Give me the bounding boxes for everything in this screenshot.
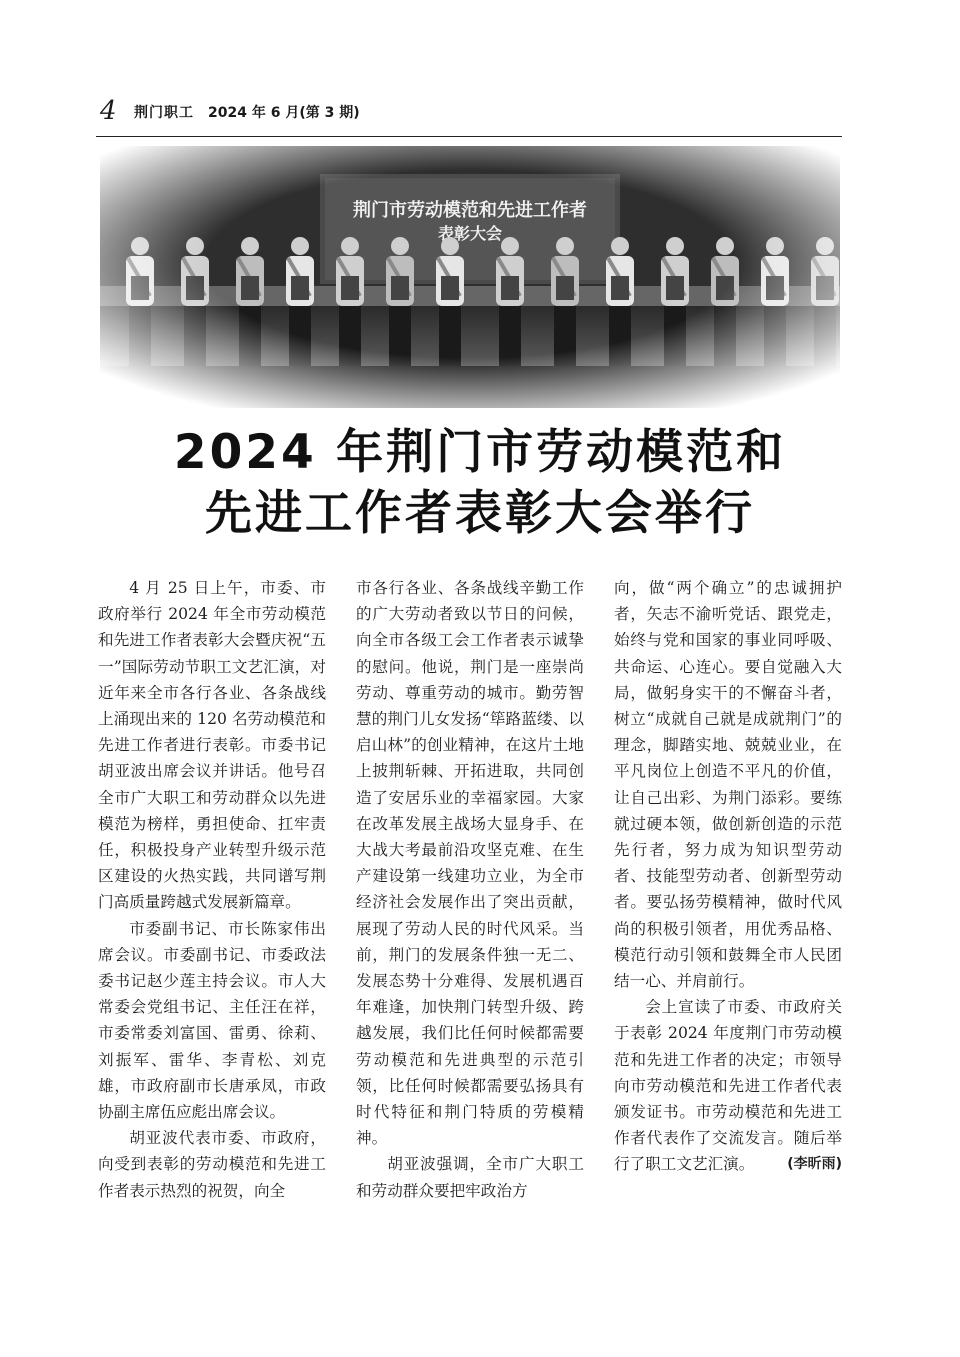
article-column-1 <box>98 575 326 1204</box>
publication-name: 荆门职工 <box>134 105 194 121</box>
page-header <box>100 96 842 134</box>
title-line-2: 先进工作者表彰大会举行 <box>205 486 755 541</box>
article-column-3 <box>614 575 842 1178</box>
paragraph: 胡亚波代表市委、市政府，向受到表彰的劳动模范和先进工作者表示热烈的祝贺，向全 <box>98 1129 326 1200</box>
page-number: 4 <box>100 96 117 126</box>
article-title <box>60 422 900 544</box>
title-line-1: 2024 年荆门市劳动模范和 <box>173 425 787 480</box>
article-column-2 <box>356 575 584 1204</box>
author-byline: (李昕雨) <box>787 1156 842 1173</box>
paragraph: 市各行各业、各条战线辛勤工作的广大劳动者致以节日的问候，向全市各级工会工作者表示诚挚的慰问。他说，荆门是一座崇尚劳动、尊重劳动的城市。勤劳智慧的荆门儿女发扬“筚路蓝缕、以启山林”的创业精神，在这片土地上披荆斩棘、开拓进取，共同创造了安居乐业的幸福家园。大家在改革发展主战场大显身手、在大战大考最前沿攻坚克难、在生产建设第一线建功立业，为全市经济社会发展作出了突出贡献，展现了劳动人民的时代风采。当前，荆门的发展条件独一无二、发展态势十分难得、发展机遇百年难逢，加快荆门转型升级、跨越发展，我们比任何时候都需要劳动模范和先进典型的示范引领，比任何时候都需要弘扬具有时代特征和荆门特质的劳模精神。 <box>356 579 584 1148</box>
award-ceremony-photo <box>100 146 840 408</box>
closing-paragraph-text: 会上宣读了市委、市政府关于表彰 2024 年度荆门市劳动模范和先进工作者的决定；市领导向市劳动模范和先进工作者代表颁发证书。市劳动模范和先进工作者代表作了交流发言。随后举行了职工文艺汇演。 <box>614 998 842 1174</box>
paragraph <box>614 994 842 1177</box>
paragraph: 4 月 25 日上午，市委、市政府举行 2024 年全市劳动模范和先进工作者表彰大会暨庆祝“五一”国际劳动节职工文艺汇演，对近年来全市各行各业、各条战线上涌现出来的 120 名劳动模范和先进工作者进行表彰。市委书记胡亚波出席会议并讲话。他号召全市广大职工和劳动群众以先进模范为榜样，勇担使命、扛牢责任，积极投身产业转型升级示范区建设的火热实践，共同谱写荆门高质量跨越式发展新篇章。 <box>98 579 326 912</box>
paragraph: 胡亚波强调，全市广大职工和劳动群众要把牢政治方 <box>356 1155 584 1200</box>
paragraph: 市委副书记、市长陈家伟出席会议。市委副书记、市委政法委书记赵少莲主持会议。市人大常委会党组书记、主任汪在祥，市委常委刘富国、雷勇、徐莉、刘振军、雷华、李青松、刘克雄，市政府副市长唐承凤，市政协副主席伍应彪出席会议。 <box>98 919 326 1122</box>
issue-date: 2024 年 6 月(第 3 期) <box>208 105 360 121</box>
paragraph: 向，做“两个确立”的忠诚拥护者，矢志不渝听党话、跟党走，始终与党和国家的事业同呼吸、共命运、心连心。要自觉融入大局，做躬身实干的不懈奋斗者，树立“成就自己就是成就荆门”的理念，脚踏实地、兢兢业业，在平凡岗位上创造不平凡的价值，让自己出彩、为荆门添彩。要练就过硬本领，做创新创造的示范先行者，努力成为知识型劳动者、技能型劳动者、创新型劳动者。要弘扬劳模精神，做时代风尚的积极引领者，用优秀品格、模范行动引领和鼓舞全市人民团结一心、并肩前行。 <box>614 579 842 991</box>
header-rule <box>96 136 842 137</box>
